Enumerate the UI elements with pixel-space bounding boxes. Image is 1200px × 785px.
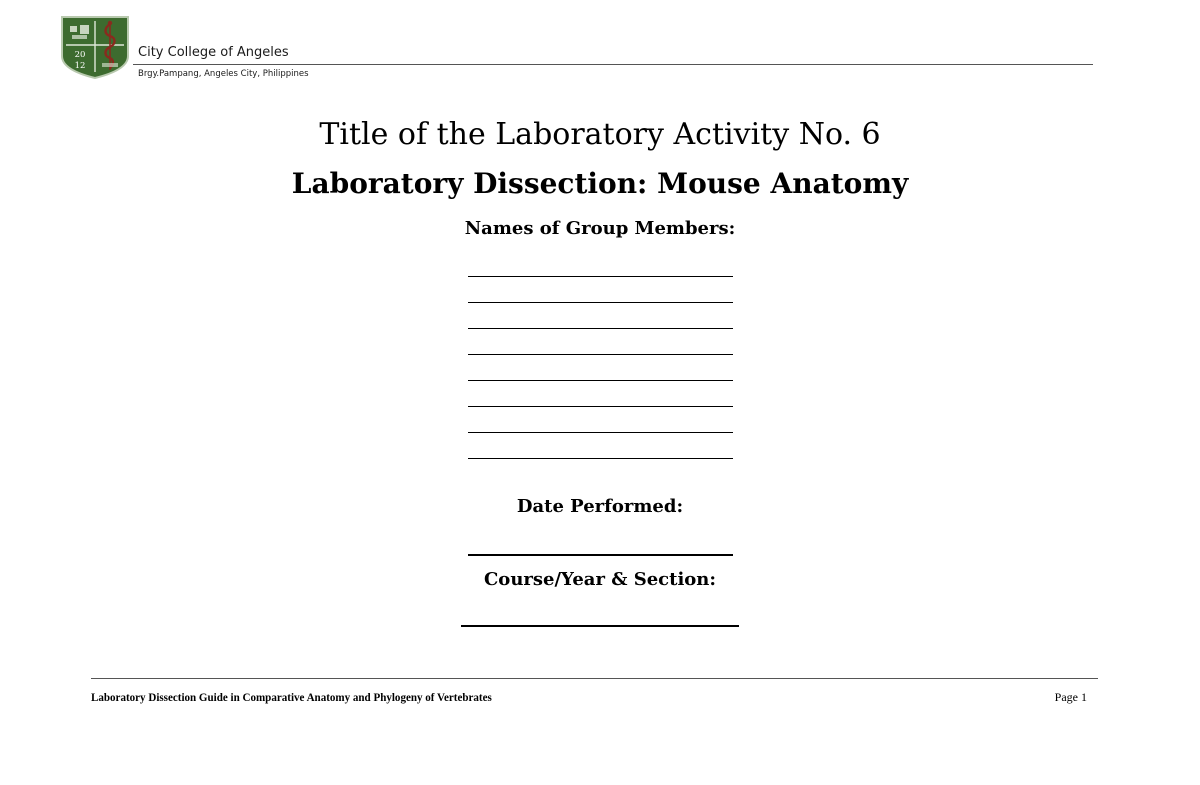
footer-guide-title: Laboratory Dissection Guide in Comparative Anatomy and Phylogeny of Vertebrates <box>91 690 492 704</box>
member-name-line-2 <box>468 302 733 303</box>
header-divider <box>133 64 1093 65</box>
member-name-line-7 <box>468 432 733 433</box>
member-name-line-6 <box>468 406 733 407</box>
page-number: Page 1 <box>1054 690 1087 704</box>
member-name-line-5 <box>468 380 733 381</box>
activity-title: Title of the Laboratory Activity No. 6 <box>319 117 881 152</box>
college-name: City College of Angeles <box>138 45 289 60</box>
member-name-line-1 <box>468 276 733 277</box>
course-section-line <box>461 625 739 627</box>
svg-text:12: 12 <box>74 61 86 71</box>
activity-subtitle: Laboratory Dissection: Mouse Anatomy <box>291 167 909 200</box>
college-seal-icon <box>58 14 132 80</box>
college-address: Brgy.Pampang, Angeles City, Philippines <box>138 69 309 79</box>
group-members-label: Names of Group Members: <box>464 218 736 239</box>
course-section-label: Course/Year & Section: <box>483 569 717 590</box>
date-performed-label: Date Performed: <box>516 496 684 517</box>
member-name-line-3 <box>468 328 733 329</box>
member-name-line-4 <box>468 354 733 355</box>
footer-divider <box>91 678 1098 679</box>
date-performed-line <box>468 554 733 556</box>
member-name-line-8 <box>468 458 733 459</box>
svg-text:20: 20 <box>74 50 86 60</box>
